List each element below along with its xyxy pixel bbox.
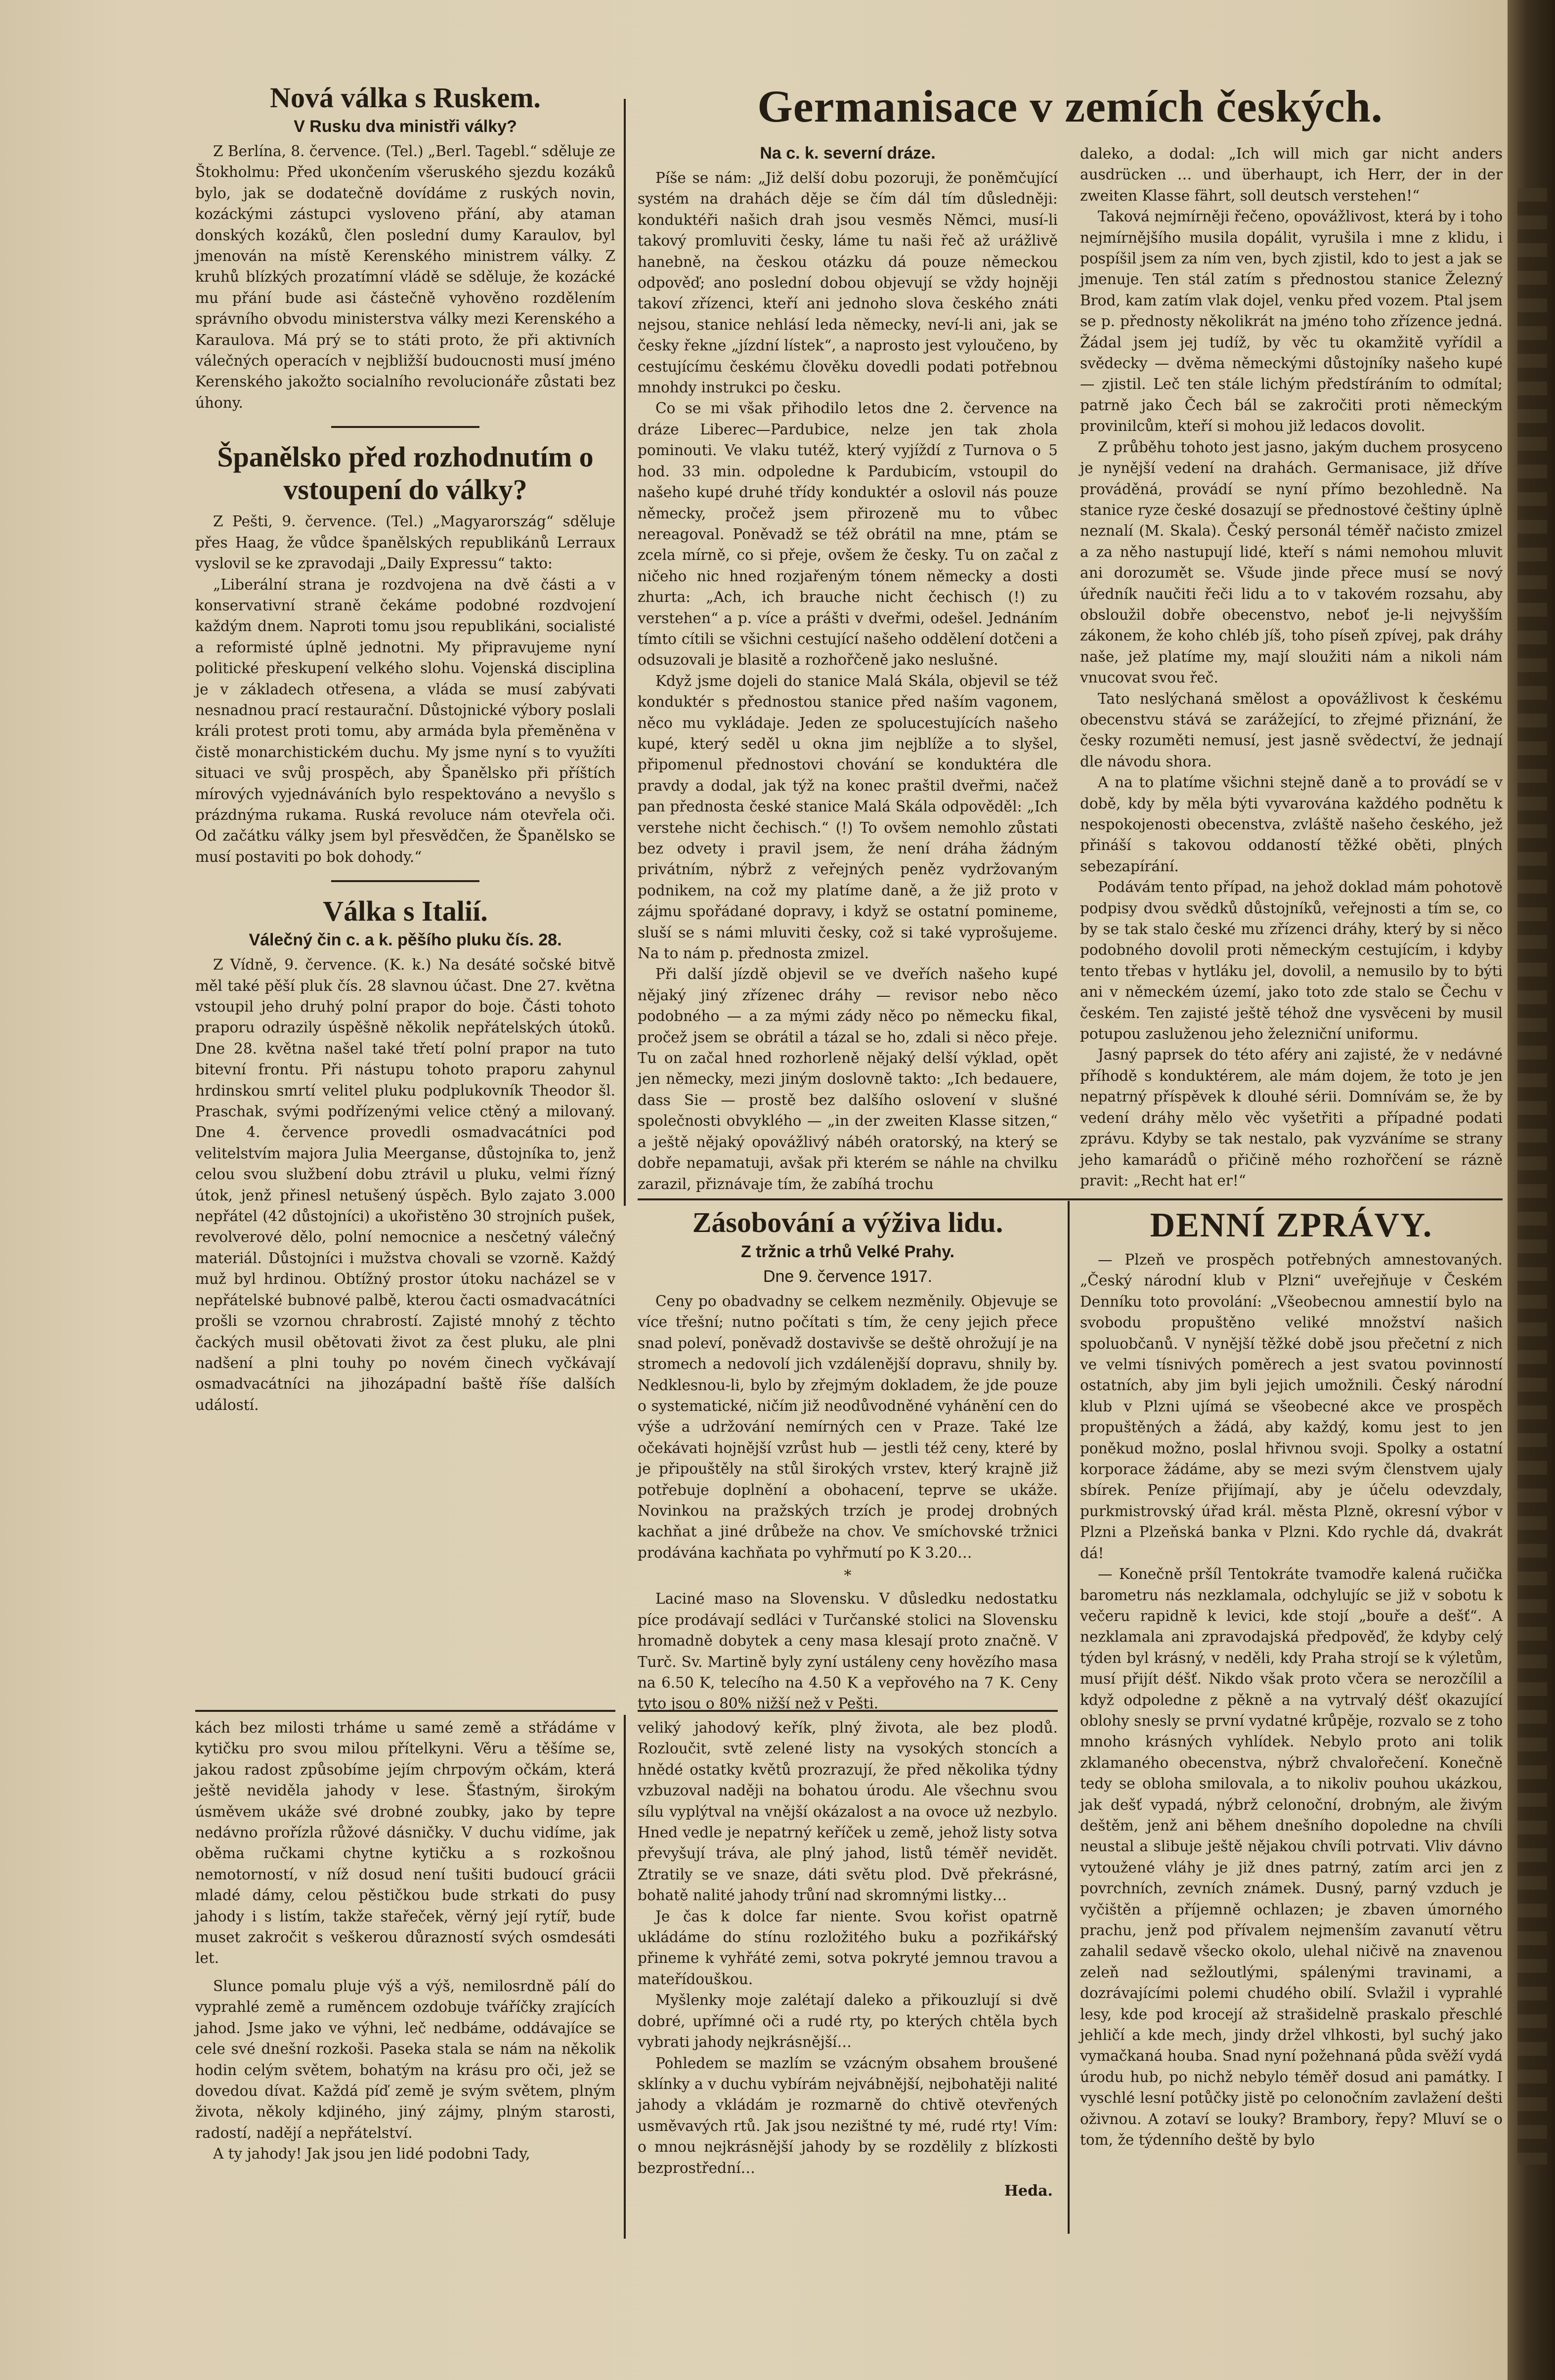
main-article-cont-3: Z průběhu tohoto jest jasno, jakým duchem prosyceno je nynější vedení na drahách. Germanisace, již dříve prováděná, provádí se nyní přímo bezohledně. Na stanice ryze české dosazují se přednostové češtiny úplně neznalí (M. Skala). Český personál téměř načisto zmizel a za něho nastupují lidé, kteří s námi nemohou mluvit ani dorozumět se. Všude jinde přece musí se nový úředník naučiti řeči lidu a to v takovém rozsahu, aby obsloužil dobře obecenstvo, neboť je-li nejvyšším zákonem, že koho chléb jíš, toho píseň zpívej, pak dráhy naše, jež platíme my, mají sloužiti nám a nikoli nám vnucovat svou řeč. <box>1080 438 1503 686</box>
article-body-nova-valka: Z Berlína, 8. července. (Tel.) „Berl. Tagebl.“ sděluje ze Štokholmu: Před ukončením všeruského sjezdu kozáků bylo, jak se dodatečně dovídáme z ruských novin, kozáckými zástupci vysloveno přání, aby ataman donských kozáků, člen poslední dumy Karaulov, byl jmenován na místě Kerenského ministrem války. Z kruhů blízkých prozatímní vládě se sděluje, že kozácké mu přání bude asi částečně vyhověno rozdělením správního obvodu ministerstva války mezi Kerenského a Karaulova. Má prý se to státi proto, že při aktivních válečných operacích v nejbližší budoucnosti musí jméno Kerenského jakožto socialního revolucionáře zůstati bez úhony. <box>195 143 615 411</box>
feuilleton-cont-2: Je čas k dolce far niente. Svou kořist opatrně ukládáme do stínu rozložitého buku a pozřikářský přineme k vyhřáté zemi, sotva pokryté jemnou travou a mateřídouškou. <box>638 1908 1058 1988</box>
main-headline-block <box>638 82 1503 141</box>
main-article-cont-1: daleko, a dodal: „Ich will mich gar nicht anders ausdrücken … und überhaupt, ich Herr, der in der zweiten Klasse fährt, soll deutsch verstehen!“ <box>1080 145 1503 204</box>
scan-ruler-strip <box>1517 188 1547 2165</box>
main-article-p2: Co se mi však přihodilo letos dne 2. července na dráze Liberec—Pardubice, nelze jen tak zhola pominouti. Ve vlaku tutéž, který vyjíždí z Turnova o 5 hod. 33 min. odpoledne k Pardubicím, vstoupil do našeho kupé druhé třídy konduktér a oslovil nás pouze německy, pročež jsem přirozeně mu to vůbec nereagoval. Poněvadž se též obrátil na mne, ptám se zcela mírně, co si přeje, ovšem že česky. Tu on začal z ničeho nic hned rozjařeným tónem německy a dosti zhurta: „Ach, ich brauche nicht čechisch (!) zu verstehen“ a p. více a prášti v dveřmi, odešel. Jednáním tímto cítili se všichni cestující našeho oddělení dotčeni a odsuzovali je blasitě a rozhořčeně jako neslušné. <box>638 400 1058 669</box>
middle-column-food <box>638 1206 1058 1712</box>
article-body-spanelsko-2: „Liberální strana je rozdvojena na dvě části a v konservativní straně čekáme podobné rozdvojení každým dnem. Naproti tomu jsou republikáni, socialisté a reformisté úplně jednotni. My připravujeme nyní politické přeskupení velkého slohu. Vojenská disciplina je v základech otřesena, a vláda se musí zabývati nesnadnou prací restaurační. Důstojnické výbory poslali králi protest proti tomu, aby armáda byla přeměněna v čistě monarchistickém duchu. My jsme nyní s to využíti situaci ve svůj prospěch, aby Španělsko při příštích mírových vyjednáváních bylo respektováno a nevyšlo s prázdnýma rukama. Ruská revoluce nám otevřela oči. Od začátku války jsem byl přesvědčen, že Španělsko se musí postaviti po bok dohody.“ <box>195 576 615 865</box>
article-subtitle-valka-italie: Válečný čin c. a k. pěšího pluku čís. 28. <box>249 931 562 950</box>
main-headline: Germanisace v zemích českých. <box>757 81 1383 131</box>
main-article-p3: Když jsme dojeli do stanice Malá Skála, objevil se též konduktér s přednostou stanice před naším vagonem, něco mu vykládaje. Jeden ze spolucestujících našeho kupé, který seděl u okna jim nejblíže a to slyšel, připomenul přednostovi chování se konduktéra dle pravdy a dodal, jak týž na konec praštil dveřmi, načež pan přednosta české stanice Malá Skála odpověděl: „Ich verstehe nicht čechisch.“ (!) To ovšem nemohlo zůstati bez odvety i pravil jsem, že není dráha žádným privátním, nýbrž z veřejných peněz vydržovaným podnikem, na což my platíme daně, a že již proto v zájmu spořádané dopravy, i když se ostatní pomineme, sluší se s námi mluviti česky, což si také vyprošujeme. Na to nám p. přednosta zmizel. <box>638 672 1058 962</box>
middle-column-bottom <box>638 1717 1058 2241</box>
column-rule-left <box>624 99 626 1206</box>
article-subtitle-nova-valka: V Rusku dva ministři války? <box>294 117 517 136</box>
section-title-denni-zpravy: DENNÍ ZPRÁVY. <box>1150 1206 1433 1244</box>
middle-column-upper <box>638 141 1058 1196</box>
article-title-nova-valka: Nová válka s Ruskem. <box>270 82 541 114</box>
article-body-spanelsko-1: Z Pešti, 9. července. (Tel.) „Magyarország“ sděluje přes Haag, že vůdce španělských republikánů Lerraux vyslovil se ke zpravodaji „Daily Expressu“ takto: <box>195 513 615 572</box>
separator <box>331 426 479 428</box>
left-column-bottom <box>195 1717 615 2241</box>
main-article-cont-6: Podávám tento případ, na jehož doklad mám pohotově podpisy dvou svědků důstojníků, veřejnosti a tím se, co by se tak stalo české mu zřízenci dráhy, který by si něco podobného dovolil proti německým cestujícím, i kdyby tento třebas v hytláku jel, dovolil, a nemusilo by to býti ani v německém území, jako toto zde stalo se Čechu v českém. Ten zajisté ještě téhož dne vysvěceni by musil potupou zasluženou jeho železniční uniformu. <box>1080 879 1503 1043</box>
article-title-spanelsko: Španělsko před rozhodnutím o vstoupení do války? <box>217 441 594 506</box>
feuilleton-text-1: kách bez milosti trháme u samé země a střádáme v kytičku pro svou milou přítelkyni. Věru a těšíme se, jakou radost způsobíme jejím chrpovým očkám, která ještě neviděla jahody v lese. Šťastným, širokým úsměvem ukáže své drobné zoubky, jako by tepre nedávno prořízla růžové dásničky. V duchu vidíme, jak oběma ručkami chytne kytičku a s rozkošnou nemotorností, v níž dosud není tušiti budoucí grácii mladé dámy, celou pěstičkou bude strkati do pusy jahody i s listím, takže stařeček, věrný její rytíř, bude muset zakročit s veškerou důrazností svých osmdesáti let. <box>195 1719 615 1967</box>
article-date-zasobovani: Dne 9. července 1917. <box>763 1267 933 1286</box>
article-body-zasobovani-1: Ceny po obadvadny se celkem nezměnily. Objevuje se více třešní; nutno počítati s tím, že ceny jejich přece snad poleví, poněvadž dostavivše se deště ohrožují je na stromech a nedovolí jich vzdálenější dopravu, shnily by. Nedklesnou-li, bylo by zřejmým dokladem, že jde pouze o systematické, ničím již neodůvodněné vyhánění cen do výše a udržování nemírných cen v Praze. Také lze očekávati hojnější vzrůst hub — jestli též ceny, které by je připouštěly na stůl širokých vrstev, který krajně již potřebuje doplnění a obohacení, teprve se ukáže. Novinkou na pražských trzích je prodej drobných kachňat a jiné drůbeže na chov. Ve smíchovské tržnici prodávána kachňata po vyhřmutí po K 3.20… <box>638 1293 1058 1561</box>
article-title-valka-italie: Válka s Italií. <box>323 895 488 928</box>
news-item-destl: — Konečně pršíl Tentokráte tvamodře kalená ručička barometru nás nezklamala, odchylujíc se již v sobotu k večeru rapidně k levici, kde stojí „bouře a dešť“. A nezklamala ani zpravodajská předpověď, že kdyby celý týden byl krásný, v neděli, kdy Praha strojí se k výletům, musí přijít déšť. Nikdo však proto včera se nerozčílil a když odpoledne z pěkně a na vytrvalý déšť okazující oblohy snesly se první vydatné krůpěje, rozvalo se z toho mnoho krásných vyhlídek. Nebylo proto ani tolik zklamaného obecenstva, nýbrž chvalořečení. Konečně tedy se obloha smilovala, a to nikoliv pouhou ukázkou, jak dešť vypadá, nýbrž celonoční, drobným, ale živým deštěm, jenž ani během dnešního dopoledne na chvíli neustal a slibuje ještě nějakou chvíli potrvati. Vliv dávno vytoužené vláhy je již dnes patrný, zatím arci jen z povrchních, zevních známek. Dusný, parný vzduch je vyčištěn a příjemně ochlazen; je zbaven úmorného prachu, jenž pod přívalem nejmenším zavanutí větru zahalil sedavě všecko okolo, ulehal ničivě na znavenou zeleň nad sežloutlými, spálenými travinami, a dozrávajícími polemi chudého obilí. Svlažil i vyprahlé lesy, kde pod krocejí až strašidelně praskalo přeschlé jehličí a kde mech, jindy držel vlhkosti, byl suchý jako vymačkaná houba. Snad nyní požehnaná půda svěží vydá úrodu hub, po nichž nebylo téměř dosud ani památky. I vyschlé lesní potůčky jistě po celonočním zavlažení dešti oživnou. A zotaví se louky? Brambory, řepy? Mluví se o tom, že týdenního deště by bylo <box>1080 1566 1503 2149</box>
news-item-plzen: — Plzeň ve prospěch potřebných amnestovaných. „Český národní klub v Plzni“ uveřejňuje v Českém Denníku toto provolání: „Všeobecnou amnestií bylo na svobodu propuštěno veliké množství našich spoluobčanů. V nynější těžké době jsou přečetní z nich ve velmi tísnivých poměrech a jest svatou povinností ostatních, aby jim byli jejich umožnili. Český národní klub v Plzni ujímá se všeobecné akce ve prospěch propuštěných a žádá, aby každý, komu jest to jen poněkud možno, poslal hřivnou svoji. Spolky a ostatní korporace žádáme, aby se mezi svým členstvem ujaly sbírek. Peníze přijímají, aby je účelu odevzdaly, purkmistrovský úřad král. města Plzně, okresní výbor v Plzni a Plzeňská banka v Plzni. Kdo rychle dá, dvakrát dá! <box>1080 1251 1503 1562</box>
column-rule-left-lower <box>624 1715 626 2239</box>
main-article-cont-5: A na to platíme všichni stejně daně a to provádí se v době, kdy by měla býti vyvarována každého podnětu k nespokojenosti obecenstva, zvláště našeho českého, jež přináší s takovou oddaností těžké oběti, plných sebezapírání. <box>1080 774 1503 875</box>
feuilleton-text-2: Slunce pomalu pluje výš a výš, nemilosrdně pálí do vyprahlé země a ruměncem ozdobuje tváříčky zrajících jahod. Jsme jako ve výhni, leč nedbáme, oddávajíce se cele své dnešní rozkoši. Paseka stala se nám na několik hodin celým světem, bohatým na krásu pro oči, jež se dovedou dívat. Každá píď země je svým světem, plným života, několy kdjiného, jiný zájmy, plným starosti, radostí, nadějí a nepřátelství. <box>195 1977 615 2141</box>
article-title-zasobovani: Zásobování a výživa lidu. <box>692 1206 1003 1238</box>
main-article-p1: Píše se nám: „Již delší dobu pozoruji, že poněmčující systém na drahách děje se čím dál tím důsledněji: konduktéři našich drah jsou vesměs Němci, musí-li takový promluviti česky, láme tu naši řeč až urážlivě hanebně, na českou otázku dá pouze německou odpověď; ano poslední dobou objevují se vždy hojněji takoví zřízenci, kteří ani jednoho slova českého znáti nejsou, stanice nehlásí leda německy, neví-li ani, jak se česky řekne „jízdní lístek“, a naprosto jest vyloučeno, by cestujícímu českému člověku dovedli podati potřebnou mnohdy instrukci po česku. <box>638 170 1058 396</box>
main-article-cont-4: Tato neslýchaná smělost a opovážlivost k českému obecenstvu stává se zarážející, to zřejmé přiznání, že česky rozuměti nemusí, jest jasně svědectví, že jednají dle návodu shora. <box>1080 690 1503 770</box>
right-column-upper <box>1080 143 1503 1196</box>
main-article-p4: Při další jízdě objevil se ve dveřích našeho kupé nějaký jiný zřízenec dráhy — revisor nebo něco podobného — a za mými zády něco po německu fikal, pročež jsem se obrátil a tázal se ho, zdali si něco přeje. Tu on začal hned rozhorleně nějaký delší výklad, opět jen německy, mezi jiným doslovně takto: „Ich bedauere, dass Sie — prostě bez dalšího oslovení v slušné společnosti obvyklého — „in der zweiten Klasse sitzen,“ a ještě nějaký opovážlivý nábéh oratorský, na který se dobře nepamatuji, avšak při kterém se náhle na chvilku zarazil, přiznávaje tím, že zabíhá trochu <box>638 966 1058 1192</box>
feuilleton-cont-4: Pohledem se mazlím se vzácným obsahem broušené sklínky a v duchu vybírám nejvábnější, nejbohatěji nalité jahody a vkládám je rozmarně do chtivě otevřených usměvavých rtů. Jak jsou nezištné ty mé, rudé rty! Vím: o mnou nejkrásnější jahody by se rozdělily z blízkosti bezprostřední… <box>638 2054 1058 2176</box>
feuilleton-text-3: A ty jahody! Jak jsou jen lidé podobni Tady, <box>213 2145 530 2163</box>
main-article-cont-2: Taková nejmírněji řečeno, opovážlivost, která by i toho nejmírnějšího musila dopálit, vyrušila i mne z klidu, i pospíšil jsem za ním ven, bych zjistil, kdo to jest a jak se jmenuje. Ten stál zatím s přednostou stanice Železný Brod, kam zatím vlak dojel, venku před vozem. Ptal jsem se p. přednosty několikrát na jméno toho zřízence jedná. Žádal jsem jej tudíž, by věc tu okamžitě vyřídil a svědecky — dvěma německými důstojníky našeho kupé — zjistil. Leč ten stále lichým předstíráním to odmítal; patrně jako Čech bál se zakročiti proti německým provinilcům, kteří si mohou již ledacos dovolit. <box>1080 208 1503 435</box>
feuilleton-cont-1: veliký jahodový keřík, plný života, ale bez plodů. Rozloučit, svtě zelené listy na vysokých stoncích a hnědé ostatky květů prozrazují, že před několika týdny vzbuzoval naději na bohatou úrodu. Ale všechnu svou sílu vyplýtval na vnější okázalost a na ovoce už nezbylo. Hned vedle je nepatrný keříček u země, jehož listy sotva převyšují tráva, ale plný jahod, listů téměř nevidět. Ztratily se ve snaze, dáti světu plod. Dvě překrásné, bohatě nalité jahody trůní nad skromnými listky… <box>638 1719 1058 1904</box>
article-body-zasobovani-2: Laciné maso na Slovensku. V důsledku nedostatku píce prodávají sedláci v Turčanské stolici na Slovensku hromadně dobytek a ceny masa klesají proto značně. V Turč. Sv. Martině byly zyní ustáleny ceny hovězího masa na 6.50 K, telecího na 4.50 K a vepřového na 7 K. Ceny tyto jsou o 80% nižší než v Pešti. <box>638 1590 1058 1712</box>
main-article-cont-7: Jasný paprsek do této aféry ani zajisté, že v nedávné příhodě s konduktérem, ale mám dojem, že toto je jen nepatrný příspěvek k dlouhé sérii. Domnívám se, že by vedení dráhy mělo věc vyšetřiti a případné podati zprávu. Kdyby se tak nestalo, pak vyzváníme se strany jeho kamarádů o přičině mého rozhořčení se rázně pravit: „Recht hat er!“ <box>1080 1046 1503 1189</box>
left-column-top <box>195 82 615 1413</box>
article-subtitle-zasobovani: Z tržnic a trhů Velké Prahy. <box>740 1242 955 1261</box>
article-body-valka-italie: Z Vídně, 9. července. (K. k.) Na desáté sočské bitvě měl také pěší pluk čís. 28 slavnou účast. Dne 27. května vstoupil jeho druhý polní prapor do boje. Části tohoto praporu odrazily úspěšně několik nepřátelských útoků. Dne 28. května našel také třetí polní prapor na tuto bitevní frontu. Při nástupu tohoto praporu zahynul hrdinskou smrtí velitel pluku podplukovník Theodor šl. Praschak, svými podřízenými velice ctěný a milovaný. Dne 4. července provedli osmadvacátníci pod velitelstvím majora Julia Meerganse, důstojníka to, jenž celou svou službení dobu ztrávil u pluku, velmi řízný útok, jenž přinesl netušený úspěch. Bylo zajato 3.000 nepřátel (42 důstojníci) a ukořistěno 30 strojních pušek, revolverové dělo, polní nemocnice a nesčetný válečný materiál. Důstojníci i mužstva chovali se vzorně. Každý muž byl hrdinou. Obtížný prostor útoku nacházel se v nepřátelské bubnové palbě, kterou čacti osmadvacátníci prošli se vzornou chrabrostí. Zajisté mnohý z těchto čackých musil obětovati život za čest pluku, ale plni nadšení a plni touhy po novém činech vyčkávají osmadvacátníci na jihozápadní baště říše dalších událostí. <box>195 956 615 1413</box>
right-column-news <box>1080 1206 1503 2241</box>
main-article-subtitle: Na c. k. severní dráze. <box>760 144 936 163</box>
rule-mid-upper <box>638 1198 1503 1200</box>
rule-left-lower <box>195 1710 615 1712</box>
column-rule-mid <box>1068 1201 1070 2234</box>
separator <box>331 880 479 882</box>
feuilleton-signature: Heda. <box>1004 2182 1053 2200</box>
feuilleton-cont-3: Myšlenky moje zalétají daleko a přikouzlují si dvě dobré, upřímné oči a rudé rty, po kterých chtěla bych vybrati jahody nejkrásnější… <box>638 1992 1058 2051</box>
section-mark: * <box>844 1567 852 1585</box>
